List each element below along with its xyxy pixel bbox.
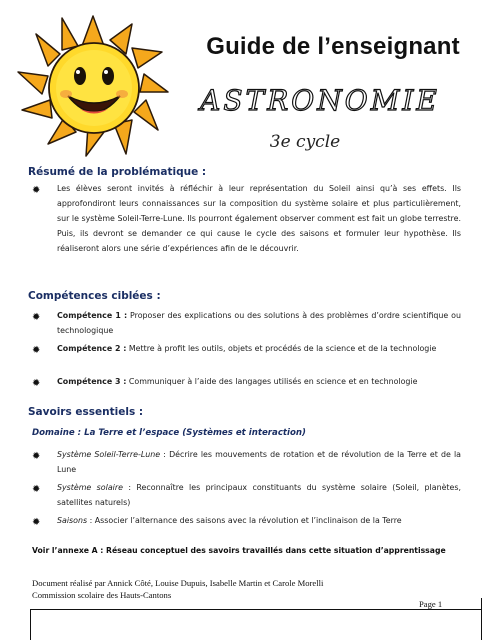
footer-frame-left (30, 609, 31, 640)
domain-label: Domaine : La Terre et l’espace (Systèmes et interaction) (32, 428, 306, 438)
savoir-item: Système Soleil-Terre-Lune : Décrire les mouvements de rotation et de révolution de la Terre et de la Lune (57, 450, 461, 474)
footer-credits (32, 577, 323, 601)
sunburst-bullet-icon: ✹ (32, 378, 41, 389)
footer-frame-right (481, 598, 482, 640)
savoirs-heading: Savoirs essentiels : (28, 406, 144, 418)
sunburst-bullet-icon: ✹ (32, 312, 41, 323)
page-number: Page 1 (419, 599, 443, 609)
savoir-item: Système solaire : Reconnaître les principaux constituants du système solaire (Soleil, planètes, satellites naturels) (57, 483, 462, 507)
footer-organization: Commission scolaire des Hauts-Cantons (32, 590, 172, 600)
resume-text: Les élèves seront invités à réfléchir à leur représentation du Soleil ainsi qu’à ses effets. Ils approfondiront leurs connaissances sur la composition du système solaire et plus particulièrement, sur le système Soleil-Terre-Lune. Ils pourront également observer comment est fait un globe terrestre. Puis, ils devront se demander ce qui cause le cycle des saisons et formuler leur hypothèse. Ils réaliseront alors une série d’expériences afin de le découvrir. (57, 184, 461, 253)
sunburst-bullet-icon: ✹ (32, 451, 41, 462)
smiling-sun-icon (14, 10, 172, 160)
competence-item: Compétence 2 : Mettre à profit les outils, objets et procédés de la science et de la technologie (57, 344, 437, 353)
subject-title: ASTRONOMIE (200, 84, 440, 117)
sunburst-bullet-icon: ✹ (32, 484, 41, 495)
savoir-item: Saisons : Associer l’alternance des saisons avec la révolution et l’inclinaison de la Terre (57, 516, 402, 525)
page-title: Guide de l’enseignant (206, 33, 460, 60)
annexe-note: Voir l’annexe A : Réseau conceptuel des savoirs travaillés dans cette situation d’apprentissage (32, 546, 446, 555)
sunburst-bullet-icon: ✹ (32, 185, 41, 196)
competence-item: Compétence 3 : Communiquer à l’aide des langages utilisés en science et en technologie (57, 377, 418, 386)
sunburst-bullet-icon: ✹ (32, 345, 41, 356)
cycle-label: 3e cycle (269, 132, 341, 152)
footer-frame-bottom (30, 609, 481, 610)
sunburst-bullet-icon: ✹ (32, 517, 41, 528)
competence-item: Compétence 1 : Proposer des explications ou des solutions à des problèmes d’ordre scientifique ou technologique (57, 311, 462, 335)
competences-heading: Compétences ciblées : (28, 290, 161, 302)
footer-authors: Document réalisé par Annick Côté, Louise Dupuis, Isabelle Martin et Carole Morelli (32, 578, 324, 588)
resume-heading: Résumé de la problématique : (28, 166, 207, 178)
